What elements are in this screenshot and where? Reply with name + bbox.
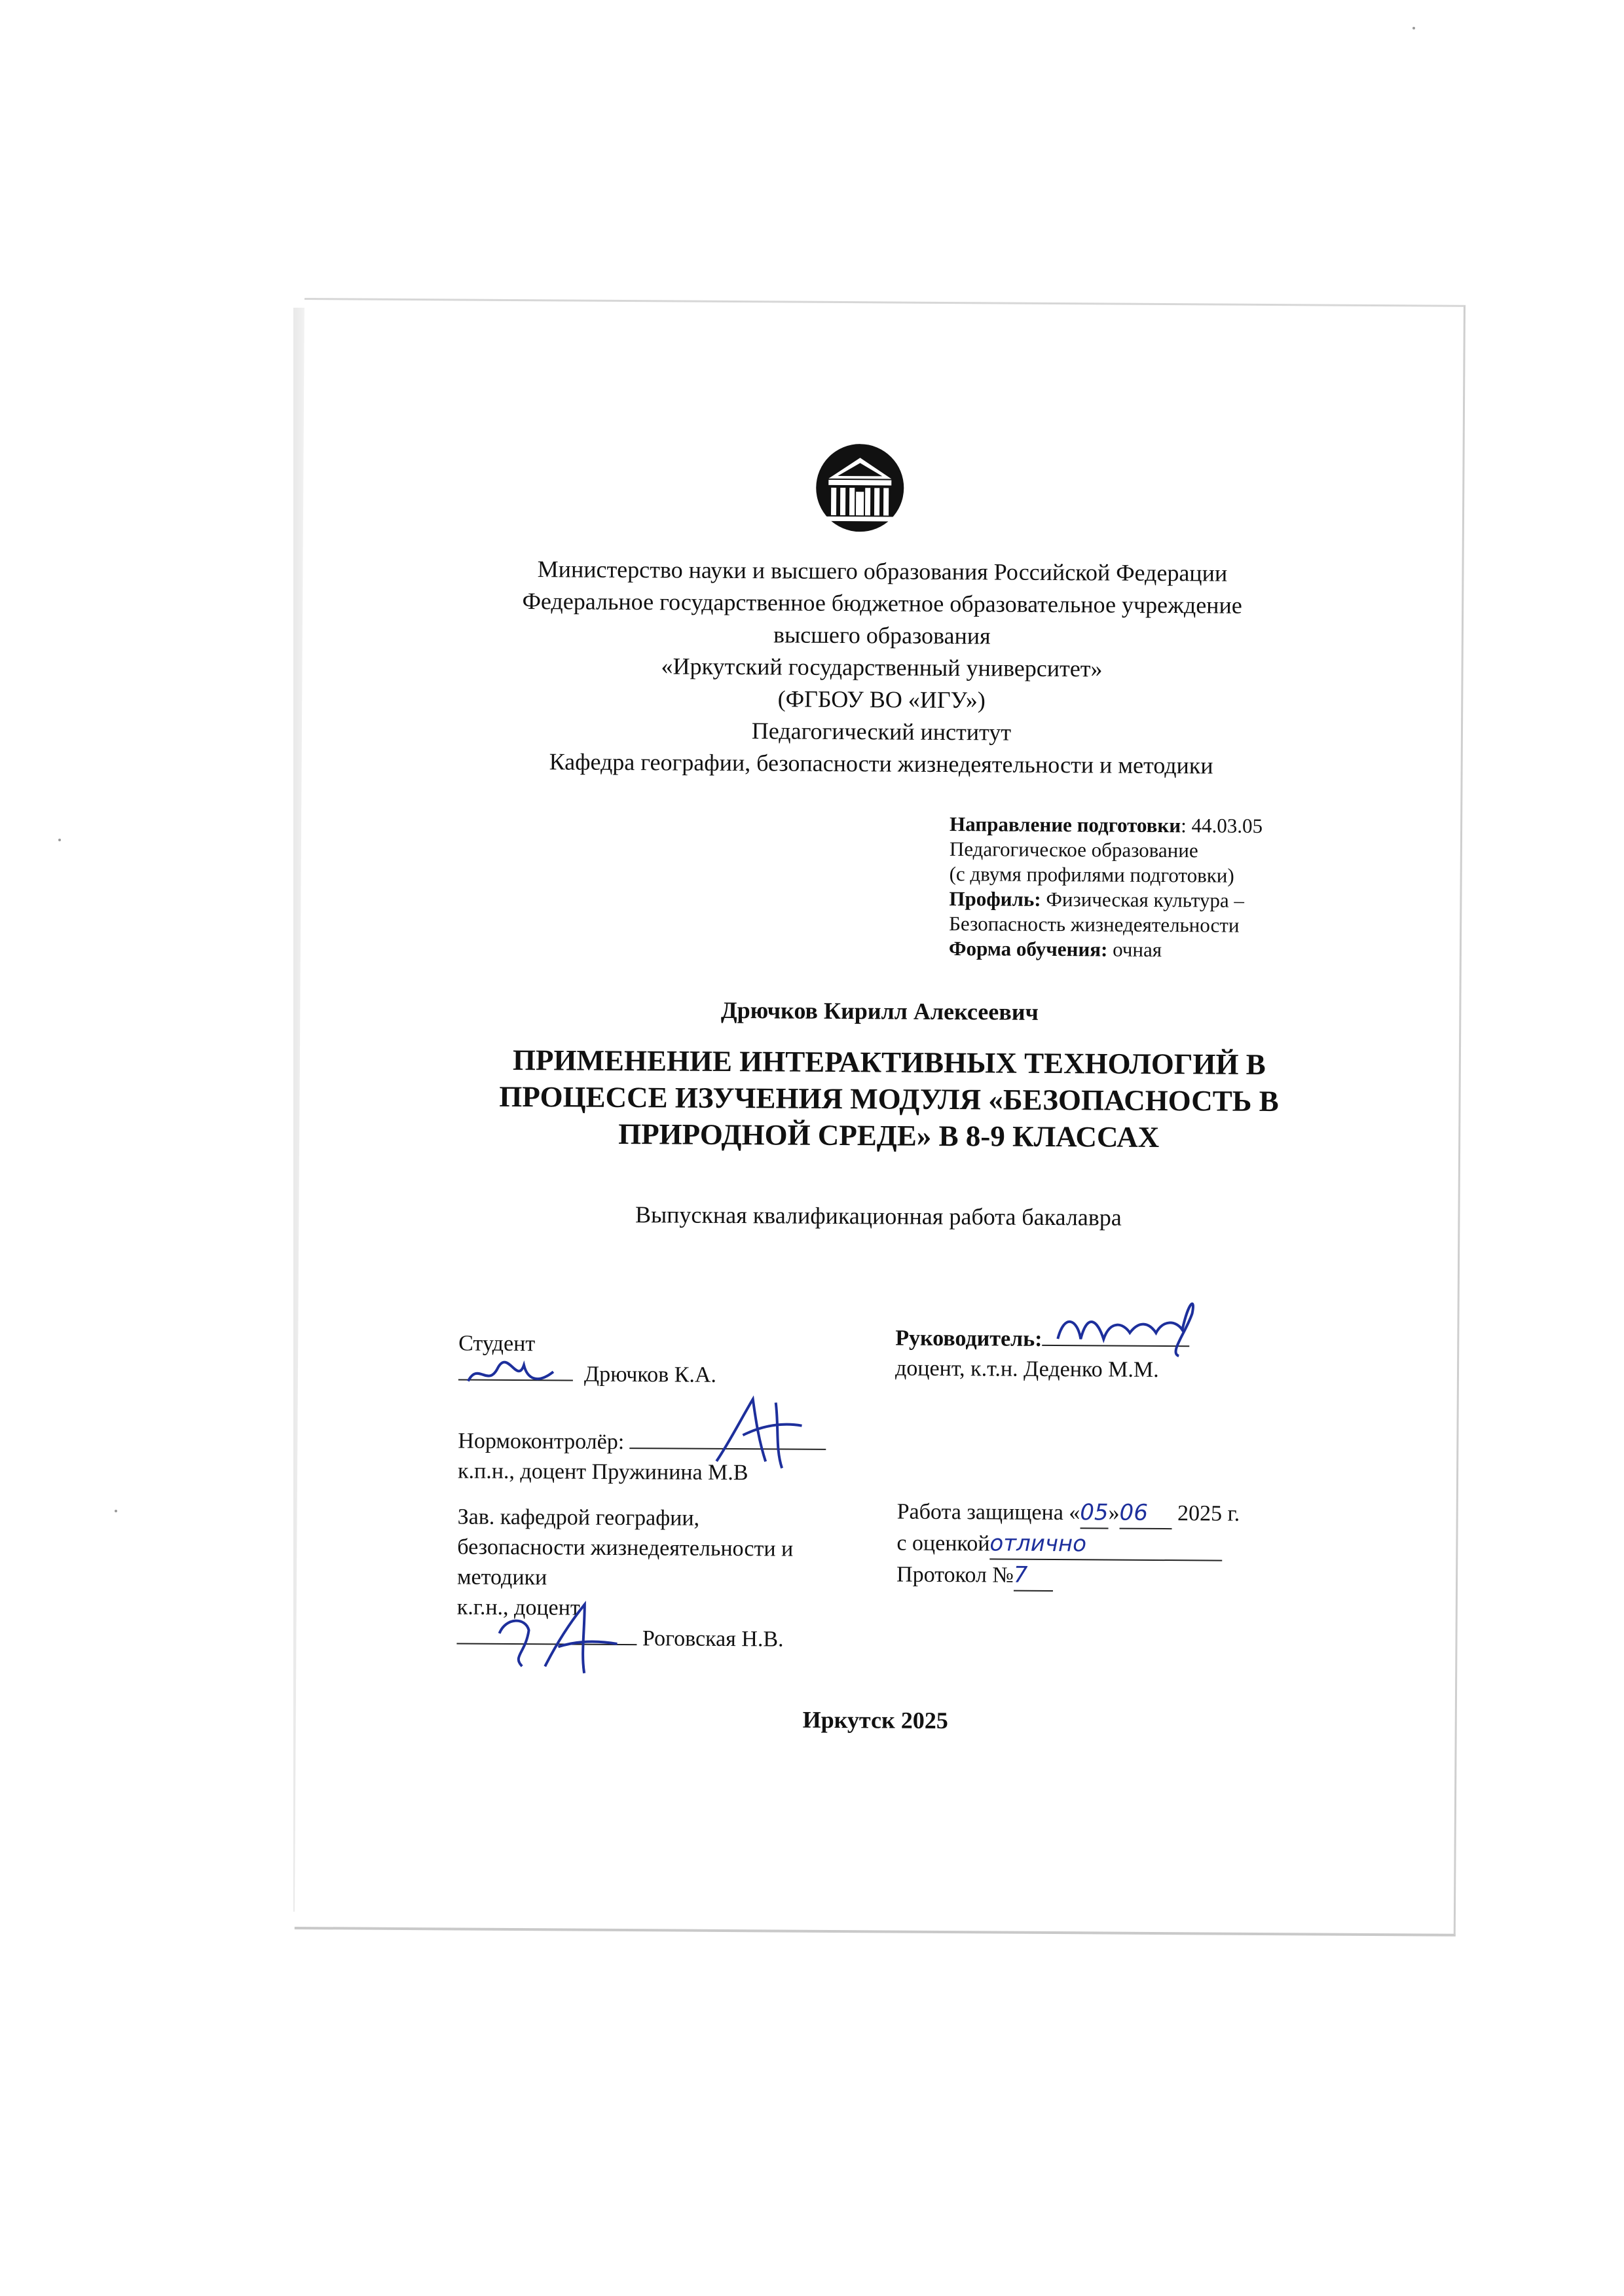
- scan-speck: [1412, 27, 1415, 29]
- supervisor-signature: [1051, 1293, 1209, 1359]
- defense-day: 05: [1080, 1497, 1109, 1529]
- scan-speck: [58, 839, 61, 841]
- department-head-line: безопасности жизнедеятельности и: [457, 1535, 794, 1561]
- department-head-line: методики: [456, 1565, 547, 1590]
- specialization-block: [949, 812, 1263, 963]
- direction-note: (с двумя профилями подготовки): [949, 862, 1234, 887]
- scan-speck: [115, 1510, 117, 1512]
- direction-code: : 44.03.05: [1181, 814, 1263, 837]
- defense-label: Работа защищена «: [896, 1499, 1080, 1525]
- student-signature: [462, 1355, 560, 1394]
- institution-type-line: Федеральное государственное бюджетное образовательное учреждение: [522, 588, 1242, 619]
- supervisor-label: Руководитель:: [895, 1326, 1043, 1351]
- department-head-name: Роговская Н.В.: [642, 1626, 784, 1652]
- department-name: Кафедра географии, безопасности жизнедеятельности и методики: [549, 748, 1213, 779]
- university-abbreviation: (ФГБОУ ВО «ИГУ»): [777, 685, 986, 714]
- department-head-signature: [486, 1594, 631, 1680]
- university-logo-icon: [814, 442, 906, 534]
- title-page-sheet: [295, 298, 1466, 1937]
- normcontroller-details: к.п.н., доцент Пружинина М.В: [457, 1459, 748, 1485]
- study-form-value: очная: [1107, 938, 1162, 962]
- supervisor-details: доцент, к.т.н. Деденко М.М.: [895, 1356, 1159, 1383]
- protocol-number: 7: [1014, 1560, 1053, 1592]
- direction-name: Педагогическое образование: [949, 837, 1198, 862]
- profile-value: Физическая культура –: [1041, 887, 1245, 912]
- study-form-label: Форма обучения:: [948, 937, 1108, 961]
- department-head-degree: к.г.н., доцент: [456, 1595, 580, 1620]
- institute-name: Педагогический институт: [751, 718, 1012, 746]
- defense-block: [896, 1497, 1240, 1593]
- department-head-line: Зав. кафедрой географии,: [457, 1504, 700, 1531]
- thesis-title: [456, 1041, 1321, 1156]
- city-year: Иркутск 2025: [802, 1706, 948, 1734]
- defense-year: 2025 г.: [1177, 1501, 1240, 1526]
- defense-month: 06: [1119, 1498, 1172, 1529]
- institution-header: [302, 552, 1462, 784]
- profile-label: Профиль:: [949, 887, 1041, 911]
- thesis-title-line: ПРОЦЕССЕ ИЗУЧЕНИЯ МОДУЛЯ «БЕЗОПАСНОСТЬ В: [499, 1080, 1279, 1118]
- protocol-label: Протокол №: [896, 1562, 1014, 1588]
- profile-value-line2: Безопасность жизнедеятельности: [949, 912, 1240, 937]
- work-type: Выпускная квалификационная работа бакалавра: [635, 1201, 1122, 1231]
- normcontroller-label: Нормоконтролёр:: [458, 1429, 625, 1455]
- university-name: «Иркутский государственный университет»: [661, 653, 1103, 682]
- student-name: Дрючков К.А.: [583, 1362, 717, 1387]
- thesis-title-line: ПРИРОДНОЙ СРЕДЕ» В 8-9 КЛАССАХ: [618, 1117, 1160, 1154]
- student-label: Студент: [458, 1331, 536, 1357]
- thesis-title-line: ПРИМЕНЕНИЕ ИНТЕРАКТИВНЫХ ТЕХНОЛОГИЙ В: [512, 1043, 1266, 1081]
- author-name: Дрючков Кирилл Алексеевич: [720, 996, 1039, 1025]
- defense-quote: »: [1108, 1501, 1120, 1525]
- direction-label: Направление подготовки: [950, 812, 1181, 837]
- ministry-line: Министерство науки и высшего образования Российской Федерации: [537, 556, 1228, 587]
- grade-label: с оценкой: [896, 1531, 990, 1556]
- normcontroller-signature: [703, 1389, 822, 1475]
- education-level-line: высшего образования: [773, 621, 991, 649]
- grade-value: отлично: [989, 1528, 1222, 1561]
